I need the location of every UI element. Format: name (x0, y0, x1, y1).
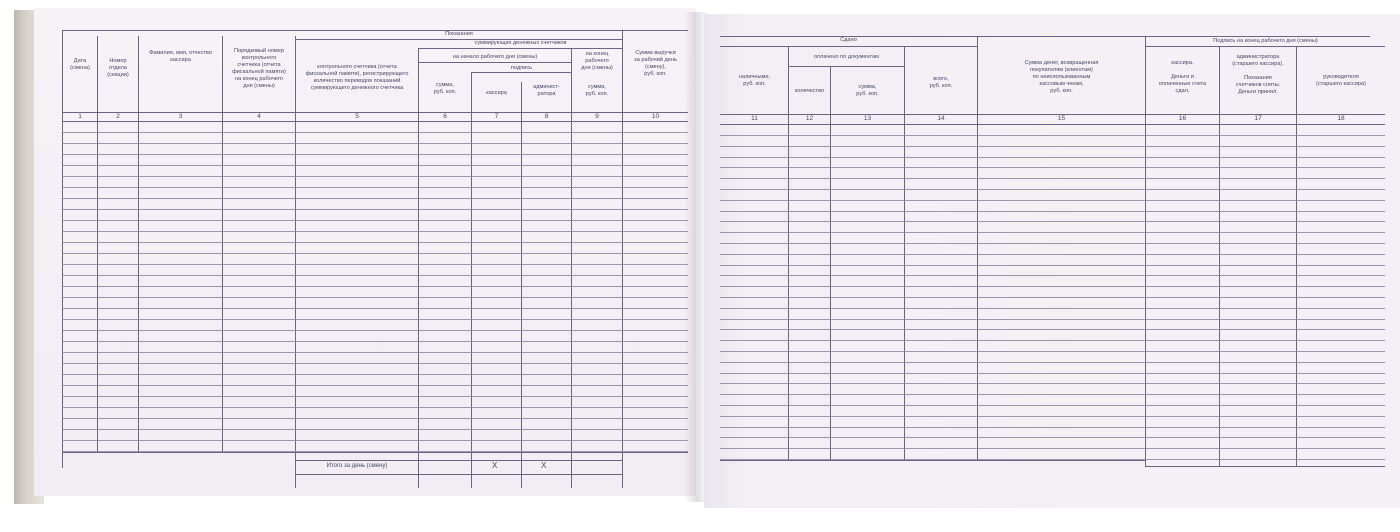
ruled-row-line (62, 187, 688, 188)
ruled-row-line (720, 157, 1385, 158)
header-refunds: Сумма денег, возвращенная покупателям (клиентам) по неиспользованным кассовым чекам, руб. коп. (1024, 60, 1099, 94)
ruled-row-line (720, 135, 1385, 136)
ruled-row-line (62, 308, 688, 309)
header-readings: Показания (445, 31, 473, 37)
hdr-line (720, 46, 977, 47)
ruled-row-line (62, 451, 688, 452)
ruled-row-line (720, 308, 1385, 309)
header-signature: подпись (510, 65, 533, 71)
col-number: 12 (805, 115, 814, 122)
ruled-row-line (720, 383, 1385, 384)
header-control-counter: контрольного счетчика (отчета фискальной памяти), регистрирующего количество переводов показаний суммирующего денежного счетчика (305, 64, 409, 91)
ruled-row-line (62, 264, 688, 265)
ruled-row-line (720, 437, 1385, 438)
header-sum-end: сумма, руб. коп. (585, 84, 609, 97)
header-date: Дата (смена) (70, 58, 90, 71)
bottom-border-right (1145, 466, 1385, 467)
col-sep (977, 36, 978, 460)
hdr-line (62, 121, 688, 122)
header-sign-cashier: кассира (486, 90, 507, 96)
ruled-row-line (62, 352, 688, 353)
col-sep (788, 46, 789, 460)
ruled-row-line (720, 297, 1385, 298)
ruled-row-line (62, 418, 688, 419)
ruled-row-line (62, 253, 688, 254)
col-number: 7 (494, 113, 499, 120)
ruled-row-line (62, 154, 688, 155)
ruled-row-line (720, 340, 1385, 341)
ruled-row-line (62, 396, 688, 397)
total-label: Итого за день (смену) (326, 463, 388, 469)
ruled-row-line (720, 394, 1385, 395)
ruled-row-line (720, 373, 1385, 374)
ruled-row-line (62, 231, 688, 232)
header-doc-sum: сумма, руб. коп. (856, 84, 879, 97)
col-sep (622, 30, 623, 488)
hdr-line (1145, 46, 1385, 47)
col-sep (830, 66, 831, 460)
ruled-row-line (720, 211, 1385, 212)
hdr-line (720, 124, 1385, 125)
col-number: 13 (863, 115, 872, 122)
col-sep (138, 36, 139, 452)
ruled-row-line (62, 385, 688, 386)
ruled-row-line (720, 275, 1385, 276)
ruled-row-line (720, 178, 1385, 179)
ruled-row-line (720, 405, 1385, 406)
header-sum-start: сумма, руб. коп. (433, 82, 457, 95)
ruled-row-line (62, 165, 688, 166)
header-paid-by-docs: оплачено по документам (814, 54, 879, 60)
hdr-line (418, 62, 571, 63)
col-sep (1296, 46, 1297, 466)
hdr-line (471, 72, 571, 73)
col-number: 1 (78, 113, 82, 120)
header-dept: Номер отдела (секции) (107, 58, 129, 78)
total-row-bottom (295, 474, 622, 475)
ruled-row-line (720, 254, 1385, 255)
ruled-row-line (720, 189, 1385, 190)
ruled-row-line (720, 243, 1385, 244)
ruled-row-line (62, 363, 688, 364)
ruled-row-line (62, 176, 688, 177)
total-row-line (295, 460, 622, 461)
right-page (704, 14, 1400, 508)
ruled-row-line (62, 242, 688, 243)
col-number: 11 (751, 115, 758, 122)
ruled-row-line (62, 143, 688, 144)
ruled-row-line (720, 265, 1385, 266)
col-number: 4 (257, 113, 261, 120)
ruled-row-line (62, 374, 688, 375)
ruled-row-line (62, 341, 688, 342)
ruled-row-line (720, 221, 1385, 222)
ruled-row-line (62, 132, 688, 133)
ruled-row-line (62, 297, 688, 298)
ruled-row-line (720, 459, 1385, 460)
left-border (62, 30, 63, 468)
ruled-row-line (62, 319, 688, 320)
bottom-border (720, 460, 1145, 461)
ruled-row-line (62, 286, 688, 287)
col-number: 18 (1337, 115, 1345, 122)
ruled-row-line (720, 167, 1385, 168)
header-sign-cashier: кассира. Деньги и оплаченные счета сдал. (1158, 60, 1207, 94)
col-sep (1145, 36, 1146, 466)
col-number: 16 (1178, 115, 1187, 122)
col-number: 14 (937, 115, 945, 122)
ruled-row-line (720, 319, 1385, 320)
hdr-line (418, 48, 622, 49)
header-start-of-day: на начало рабочего дня (смены) (452, 54, 538, 60)
col-sep (97, 36, 98, 452)
hdr-line (788, 66, 904, 67)
col-number: 6 (443, 113, 447, 120)
ruled-row-line (62, 440, 688, 441)
header-sign-manager: руководителя (старшего кассира) (1315, 74, 1367, 87)
ruled-row-line (62, 275, 688, 276)
header-sign-admin: админист- ратора (533, 84, 560, 97)
col-number: 10 (651, 113, 660, 120)
col-number: 17 (1254, 115, 1262, 122)
ruled-row-line (62, 220, 688, 221)
col-number: 5 (355, 113, 359, 120)
col-sep (222, 36, 223, 452)
col-number: 15 (1057, 115, 1066, 122)
ruled-row-line (62, 429, 688, 430)
header-cashier-name: Фамилия, имя, отчество кассира (149, 50, 212, 63)
header-handed-over: Сдано (840, 37, 857, 43)
col-number: 2 (116, 113, 120, 120)
col-number: 3 (178, 113, 183, 120)
col-sep (1219, 46, 1220, 466)
ruled-row-line (62, 198, 688, 199)
header-counter-number: Порядковый номер контрольного счетчика (отчета фискальной памяти) на конец рабочего дня (смены) (232, 48, 286, 89)
ruled-row-line (720, 329, 1385, 330)
col-number: 8 (544, 113, 549, 120)
header-cash: наличными, руб. коп. (738, 74, 771, 87)
ruled-row-line (720, 232, 1385, 233)
ruled-row-line (720, 351, 1385, 352)
header-end-of-day: на конец рабочего дня (смены) (581, 51, 613, 71)
ruled-row-line (720, 427, 1385, 428)
ruled-row-line (62, 209, 688, 210)
ruled-row-line (720, 286, 1385, 287)
ruled-row-line (62, 407, 688, 408)
x-mark-admin: X (541, 461, 547, 470)
header-quantity: количество (794, 88, 825, 94)
header-summing-counters: суммирующих денежных счетчиков (474, 40, 567, 46)
header-revenue: Сумма выручки за рабочий день (смену), руб. коп. (634, 50, 677, 77)
ruled-row-line (720, 200, 1385, 201)
ruled-row-line (720, 416, 1385, 417)
ruled-row-line (720, 362, 1385, 363)
col-sep (471, 72, 472, 488)
x-mark-cashier: X (492, 461, 498, 470)
header-signatures-end: Подпись на конец рабочего дня (смены) (1213, 38, 1318, 44)
bottom-border (62, 452, 688, 453)
ruled-row-line (62, 330, 688, 331)
col-number: 9 (595, 113, 599, 120)
header-total: всего, руб. коп. (929, 76, 953, 89)
ruled-row-line (720, 146, 1385, 147)
header-sign-admin: администратора (старшего кассира). Показания счетчиков сняты. Деньги принял. (1232, 54, 1284, 95)
col-sep (904, 46, 905, 460)
col-sep (295, 36, 296, 488)
ruled-row-line (720, 448, 1385, 449)
left-page (34, 8, 696, 496)
